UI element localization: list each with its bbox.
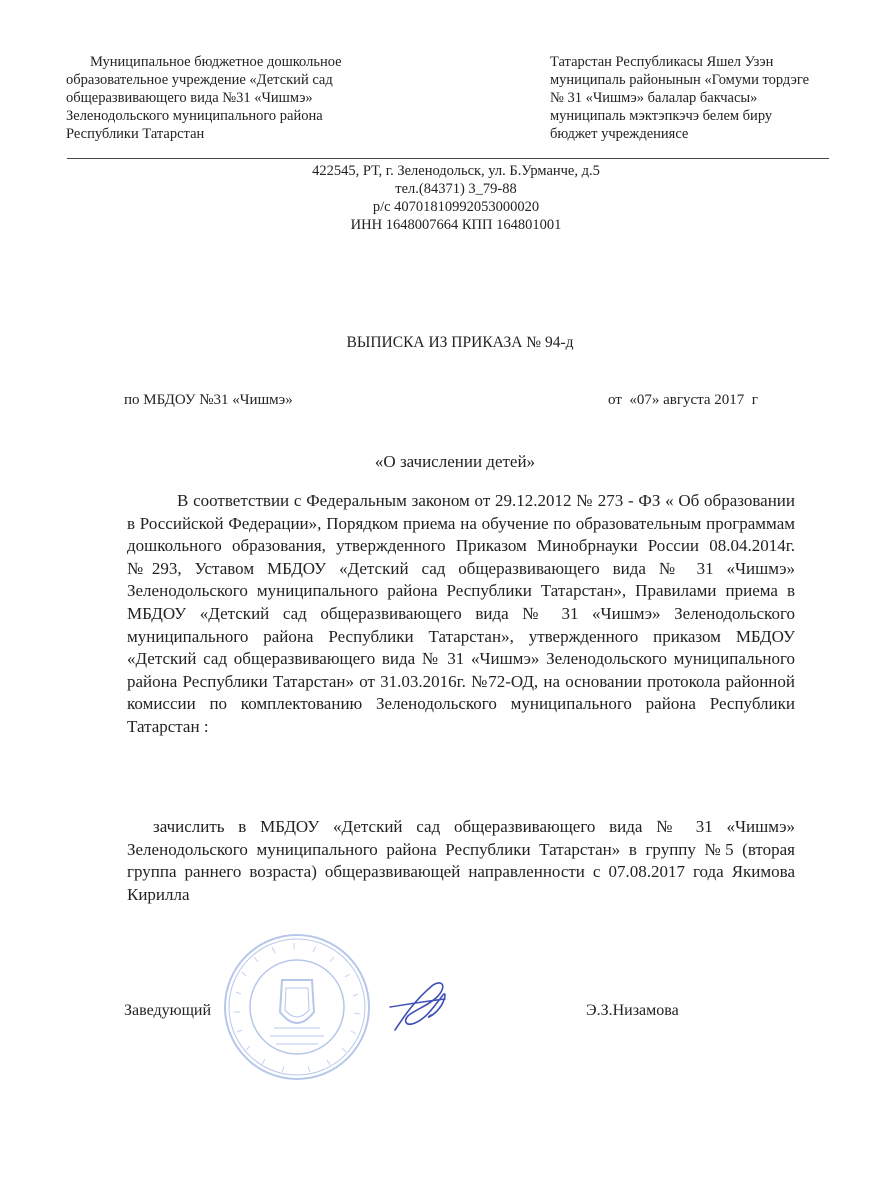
decision-paragraph: зачислить в МБДОУ «Детский сад общеразвивающего вида № 31 «Чишмэ» Зеленодольского муниципального района Республики Татарстан» в группу №5 (вторая группа раннего возраста) общеразвивающей направленности с 07.08.2017 года Якимова Кирилла bbox=[127, 817, 795, 904]
handwritten-signature bbox=[385, 975, 460, 1040]
phone-line: тел.(84371) 3_79-88 bbox=[395, 181, 517, 197]
document-title: ВЫПИСКА ИЗ ПРИКАЗА № 94-д bbox=[346, 334, 574, 351]
inn-kpp-line: ИНН 1648007664 КПП 164801001 bbox=[350, 217, 562, 233]
basis-paragraph: В соответствии с Федеральным законом от 29.12.2012 № 273 - ФЗ « Об образовании в Российской Федерации», Порядком приема на обучение по образовательным программам дошкольного образования, утвержденного Приказом Минобрнауки России 08.04.2014г. №293, Уставом МБДОУ «Детский сад общеразвивающего вида № 31 «Чишмэ» Зеленодольского муниципального района Республики Татарстан», Правилами приема в МБДОУ «Детский сад общеразвивающего вида № 31 «Чишмэ» Зеленодольского муниципального района Республики Татарстан», утвержденного приказом МБДОУ «Детский сад общеразвивающего вида № 31 «Чишмэ» Зеленодольского муниципального района Республики Татарстан» от 31.03.2016г. №72-ОД, на основании протокола районной комиссии по комплектованию Зеленодольского муниципального района Республики Татарстан : bbox=[127, 491, 795, 736]
requisites-block bbox=[0, 162, 872, 234]
header-divider bbox=[67, 158, 829, 159]
header-left-line: образовательное учреждение «Детский сад bbox=[66, 72, 333, 88]
address-line: 422545, РТ, г. Зеленодольск, ул. Б.Урманче, д.5 bbox=[312, 163, 600, 179]
header-left-line: общеразвивающего вида №31 «Чишмэ» bbox=[66, 90, 313, 106]
header-right-line: № 31 «Чишмэ» балалар бакчасы» bbox=[550, 90, 758, 106]
official-stamp-seal bbox=[222, 932, 372, 1087]
header-left-line: Муниципальное бюджетное дошкольное bbox=[90, 54, 342, 70]
header-right-line: муниципаль районынын «Гомуми тордэге bbox=[550, 72, 810, 88]
header-left-line: Зеленодольского муниципального района bbox=[66, 108, 323, 124]
account-line: р/с 40701810992053000020 bbox=[372, 199, 540, 215]
signatory-name: Э.З.Низамова bbox=[586, 1002, 679, 1019]
signatory-position: Заведующий bbox=[124, 1002, 212, 1019]
organization-line: по МБДОУ №31 «Чишмэ» bbox=[124, 392, 293, 408]
header-left-block bbox=[66, 53, 342, 143]
header-right-block bbox=[550, 53, 809, 143]
header-right-line: бюджет учреждениясе bbox=[550, 126, 689, 142]
header-right-line: Татарстан Республикасы Яшел Узэн bbox=[550, 54, 774, 70]
header-right-line: муниципаль мэктэпкэчэ белем биру bbox=[550, 108, 773, 124]
header-left-line: Республики Татарстан bbox=[66, 126, 205, 142]
order-subject: «О зачислении детей» bbox=[374, 452, 536, 471]
order-date: от «07» августа 2017 г bbox=[608, 392, 758, 408]
